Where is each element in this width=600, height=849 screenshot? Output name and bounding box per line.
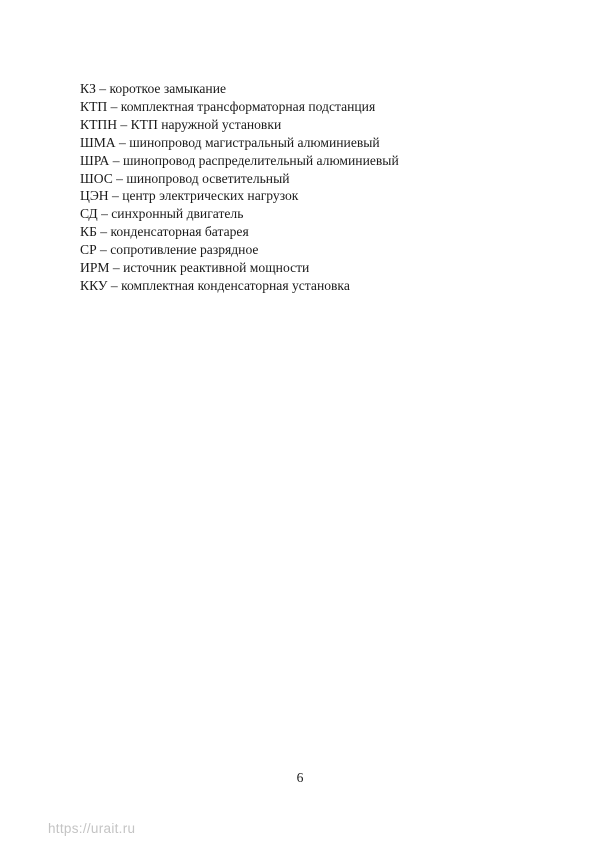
abbreviation-dash: – — [96, 224, 111, 240]
abbreviation-dash: – — [97, 206, 112, 222]
abbreviation-dash: – — [109, 152, 123, 168]
abbreviation-list — [80, 80, 399, 295]
abbreviation-definition: синхронный двигатель — [111, 206, 244, 222]
abbreviation-entry — [80, 223, 399, 241]
abbreviation-definition: короткое замыкание — [109, 81, 227, 96]
abbreviation-definition: источник реактивной мощности — [123, 260, 310, 276]
abbreviation-entry — [80, 241, 399, 259]
abbreviation-dash: – — [95, 81, 110, 96]
page-number: 6 — [296, 770, 304, 785]
abbreviation-entry — [80, 80, 399, 98]
abbreviation-term: КБ — [80, 224, 97, 240]
abbreviation-dash: – — [108, 188, 123, 204]
abbreviation-dash: – — [117, 116, 131, 132]
abbreviation-dash: – — [107, 98, 121, 114]
abbreviation-term: ШОС — [80, 170, 113, 186]
abbreviation-term: КТП — [80, 98, 108, 114]
abbreviation-entry — [80, 205, 399, 223]
abbreviation-term: ШМА — [80, 134, 116, 150]
abbreviation-entry — [80, 134, 399, 152]
abbreviation-entry — [80, 259, 399, 277]
abbreviation-definition: сопротивление разрядное — [110, 242, 259, 258]
abbreviation-definition: центр электрических нагрузок — [122, 188, 299, 204]
abbreviation-definition: комплектная трансформаторная подстанция — [120, 98, 376, 114]
abbreviation-term: ЦЭН — [80, 188, 109, 204]
source-watermark: https://urait.ru — [48, 821, 136, 836]
abbreviation-term: ИРМ — [80, 260, 110, 276]
abbreviation-term: СД — [80, 206, 98, 222]
abbreviation-dash: – — [107, 277, 122, 293]
abbreviation-entry — [80, 170, 399, 188]
abbreviation-term: КТПН — [80, 116, 118, 132]
abbreviation-entry — [80, 187, 399, 205]
abbreviation-dash: – — [112, 170, 127, 186]
abbreviation-term: ККУ — [80, 277, 108, 293]
abbreviation-term: ШРА — [80, 152, 110, 168]
abbreviation-dash: – — [109, 260, 124, 276]
abbreviation-definition: конденсаторная батарея — [110, 224, 249, 240]
abbreviation-entry — [80, 152, 399, 170]
abbreviation-dash: – — [115, 134, 130, 150]
abbreviation-entry — [80, 98, 399, 116]
abbreviation-definition: шинопровод магистральный алюминиевый — [129, 134, 380, 150]
abbreviation-definition: комплектная конденсаторная установка — [121, 277, 350, 293]
abbreviation-entry — [80, 116, 399, 134]
abbreviation-definition: шинопровод распределительный алюминиевый — [122, 152, 399, 168]
abbreviation-dash: – — [96, 242, 111, 258]
abbreviation-definition: КТП наружной установки — [130, 116, 282, 132]
abbreviation-definition: шинопровод осветительный — [126, 170, 290, 186]
abbreviation-term: КЗ — [80, 81, 96, 96]
abbreviation-entry — [80, 277, 399, 295]
abbreviation-term: СР — [80, 242, 97, 258]
